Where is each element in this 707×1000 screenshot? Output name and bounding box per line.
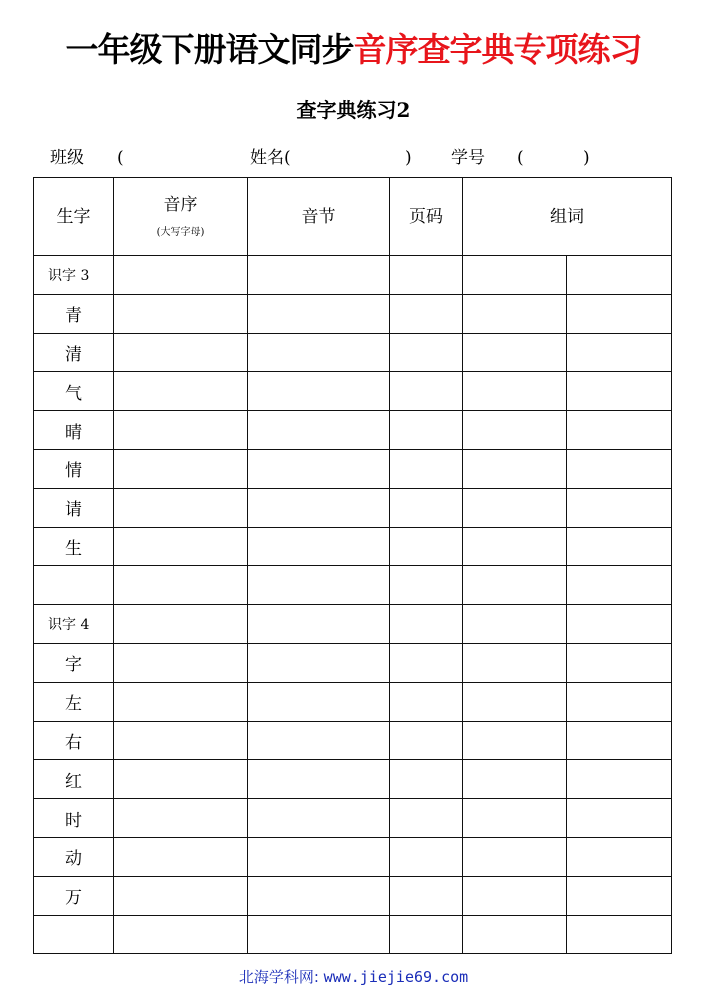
page-input-cell[interactable] (390, 449, 463, 488)
footer-label: 北海学科网: (238, 968, 319, 986)
syllable-input-cell[interactable] (248, 372, 390, 411)
order-input-cell[interactable] (114, 760, 248, 799)
word-input-cell-1[interactable] (463, 566, 567, 605)
syllable-input-cell[interactable] (248, 915, 390, 954)
page-title (0, 24, 707, 76)
table-row (34, 837, 672, 876)
header-order-label: 音序 (163, 194, 198, 215)
word-input-cell-2[interactable] (567, 721, 672, 760)
char-cell: 左 (34, 682, 114, 721)
char-cell (34, 915, 114, 954)
name-label: 姓名( (250, 148, 291, 168)
table-row (34, 449, 672, 488)
word-input-cell-1[interactable] (463, 527, 567, 566)
char-cell: 气 (34, 372, 114, 411)
order-input-cell[interactable] (114, 488, 248, 527)
table-row (34, 294, 672, 333)
lesson-row (34, 256, 672, 295)
syllable-input-cell[interactable] (248, 876, 390, 915)
order-input-cell[interactable] (114, 411, 248, 450)
syllable-input-cell[interactable] (248, 449, 390, 488)
id-paren-open: ( (517, 148, 524, 168)
table-row (34, 527, 672, 566)
page-input-cell[interactable] (390, 488, 463, 527)
table-row (34, 643, 672, 682)
syllable-input-cell[interactable] (248, 488, 390, 527)
word-input-cell-1[interactable] (463, 876, 567, 915)
char-cell: 晴 (34, 411, 114, 450)
header-words: 组词 (463, 178, 672, 256)
word-input-cell-1[interactable] (463, 643, 567, 682)
order-input-cell[interactable] (114, 333, 248, 372)
page-input-cell[interactable] (390, 915, 463, 954)
char-cell: 清 (34, 333, 114, 372)
word-input-cell-1[interactable] (463, 294, 567, 333)
syllable-input-cell[interactable] (248, 721, 390, 760)
table-row (34, 566, 672, 605)
table-row (34, 915, 672, 954)
char-cell: 红 (34, 760, 114, 799)
footer-url[interactable]: www.jiejie69.com (323, 968, 469, 986)
word-input-cell-2[interactable] (567, 372, 672, 411)
char-cell: 情 (34, 449, 114, 488)
word-input-cell-2[interactable] (567, 256, 672, 295)
syllable-input-cell[interactable] (248, 411, 390, 450)
header-page: 页码 (390, 178, 463, 256)
word-input-cell-2[interactable] (567, 915, 672, 954)
word-input-cell-2[interactable] (567, 488, 672, 527)
table-row (34, 411, 672, 450)
syllable-input-cell[interactable] (248, 837, 390, 876)
char-cell: 动 (34, 837, 114, 876)
table-row (34, 488, 672, 527)
order-input-cell[interactable] (114, 915, 248, 954)
syllable-input-cell[interactable] (248, 527, 390, 566)
footer-watermark (0, 964, 707, 990)
word-input-cell-1[interactable] (463, 760, 567, 799)
page-input-cell[interactable] (390, 799, 463, 838)
page-input-cell[interactable] (390, 876, 463, 915)
word-input-cell-1[interactable] (463, 449, 567, 488)
header-char: 生字 (34, 178, 114, 256)
syllable-input-cell[interactable] (248, 605, 390, 644)
order-input-cell[interactable] (114, 372, 248, 411)
order-input-cell[interactable] (114, 449, 248, 488)
word-input-cell-2[interactable] (567, 294, 672, 333)
order-input-cell[interactable] (114, 799, 248, 838)
word-input-cell-1[interactable] (463, 915, 567, 954)
class-paren-open: ( (117, 148, 124, 168)
word-input-cell-1[interactable] (463, 605, 567, 644)
page-input-cell[interactable] (390, 333, 463, 372)
syllable-input-cell[interactable] (248, 760, 390, 799)
word-input-cell-2[interactable] (567, 682, 672, 721)
syllable-input-cell[interactable] (248, 333, 390, 372)
word-input-cell-2[interactable] (567, 605, 672, 644)
order-input-cell[interactable] (114, 643, 248, 682)
name-paren-close: ) (405, 148, 412, 168)
id-label: 学号 (451, 148, 485, 168)
table-row (34, 760, 672, 799)
order-input-cell[interactable] (114, 294, 248, 333)
syllable-input-cell[interactable] (248, 566, 390, 605)
table-row (34, 682, 672, 721)
page-input-cell[interactable] (390, 256, 463, 295)
page-input-cell[interactable] (390, 721, 463, 760)
word-input-cell-2[interactable] (567, 643, 672, 682)
order-input-cell[interactable] (114, 256, 248, 295)
char-cell: 右 (34, 721, 114, 760)
table-row (34, 799, 672, 838)
word-input-cell-1[interactable] (463, 837, 567, 876)
word-input-cell-1[interactable] (463, 372, 567, 411)
order-input-cell[interactable] (114, 876, 248, 915)
order-input-cell[interactable] (114, 682, 248, 721)
order-input-cell[interactable] (114, 527, 248, 566)
dictionary-practice-table (33, 177, 672, 954)
header-order (114, 178, 248, 256)
page-input-cell[interactable] (390, 760, 463, 799)
char-cell: 万 (34, 876, 114, 915)
title-black-part: 一年级下册语文同步 (65, 30, 354, 69)
char-cell: 青 (34, 294, 114, 333)
table-header-row (34, 178, 672, 256)
worksheet-subtitle: 查字典练习2 (296, 98, 411, 122)
syllable-input-cell[interactable] (248, 294, 390, 333)
page-input-cell[interactable] (390, 566, 463, 605)
order-input-cell[interactable] (114, 566, 248, 605)
table-row (34, 721, 672, 760)
page-input-cell[interactable] (390, 294, 463, 333)
page-input-cell[interactable] (390, 411, 463, 450)
page-input-cell[interactable] (390, 837, 463, 876)
header-order-note: (大写字母) (156, 226, 205, 238)
class-label: 班级 (50, 148, 84, 168)
table-row (34, 333, 672, 372)
table-row (34, 876, 672, 915)
syllable-input-cell[interactable] (248, 799, 390, 838)
id-paren-close: ) (583, 148, 590, 168)
word-input-cell-1[interactable] (463, 333, 567, 372)
syllable-input-cell[interactable] (248, 256, 390, 295)
char-cell: 时 (34, 799, 114, 838)
page-input-cell[interactable] (390, 643, 463, 682)
word-input-cell-1[interactable] (463, 488, 567, 527)
page-input-cell[interactable] (390, 605, 463, 644)
word-input-cell-2[interactable] (567, 799, 672, 838)
word-input-cell-2[interactable] (567, 333, 672, 372)
word-input-cell-1[interactable] (463, 411, 567, 450)
word-input-cell-2[interactable] (567, 527, 672, 566)
page-input-cell[interactable] (390, 682, 463, 721)
char-cell: 字 (34, 643, 114, 682)
syllable-input-cell[interactable] (248, 682, 390, 721)
char-cell: 识字 4 (34, 605, 114, 644)
char-cell: 生 (34, 527, 114, 566)
word-input-cell-2[interactable] (567, 449, 672, 488)
order-input-cell[interactable] (114, 605, 248, 644)
word-input-cell-1[interactable] (463, 721, 567, 760)
title-red-part: 音序查字典专项练习 (353, 30, 642, 69)
table-row (34, 372, 672, 411)
student-info-line (0, 142, 707, 174)
page-input-cell[interactable] (390, 527, 463, 566)
syllable-input-cell[interactable] (248, 643, 390, 682)
word-input-cell-2[interactable] (567, 837, 672, 876)
word-input-cell-2[interactable] (567, 411, 672, 450)
header-syllable: 音节 (248, 178, 390, 256)
order-input-cell[interactable] (114, 721, 248, 760)
word-input-cell-2[interactable] (567, 566, 672, 605)
word-input-cell-1[interactable] (463, 799, 567, 838)
page-input-cell[interactable] (390, 372, 463, 411)
word-input-cell-1[interactable] (463, 682, 567, 721)
order-input-cell[interactable] (114, 837, 248, 876)
char-cell (34, 566, 114, 605)
lesson-row (34, 605, 672, 644)
word-input-cell-2[interactable] (567, 760, 672, 799)
char-cell: 请 (34, 488, 114, 527)
word-input-cell-2[interactable] (567, 876, 672, 915)
word-input-cell-1[interactable] (463, 256, 567, 295)
char-cell: 识字 3 (34, 256, 114, 295)
